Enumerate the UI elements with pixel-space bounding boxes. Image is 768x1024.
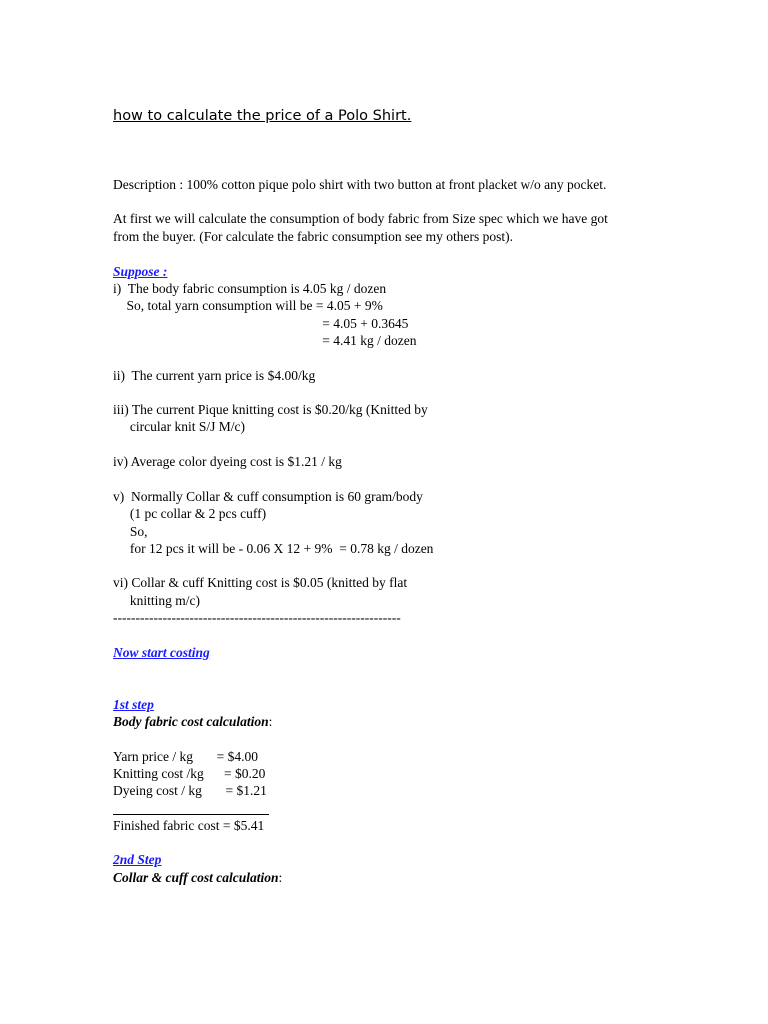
step1-total: Finished fabric cost = $5.41 (113, 818, 265, 833)
description-text: Description : 100% cotton pique polo shirt with two button at front placket w/o any pocket. (113, 177, 607, 192)
step1-subtitle: Body fabric cost calculation (113, 714, 269, 729)
step2-heading: 2nd Step (113, 852, 162, 867)
step2-subtitle-line (113, 869, 282, 886)
suppose-line-i-cont: So, total yarn consumption will be = 4.05 + 9% (113, 298, 383, 313)
suppose-line-ii: ii) The current yarn price is $4.00/kg (113, 368, 316, 383)
step1-line-dyeing: Dyeing cost / kg = $1.21 (113, 783, 267, 798)
suppose-line-i-calc-2: = 4.41 kg / dozen (113, 333, 417, 348)
suppose-line-v-cont: (1 pc collar & 2 pcs cuff) (113, 506, 267, 521)
suppose-line-vi: vi) Collar & cuff Knitting cost is $0.05 (knitted by flat (113, 575, 408, 590)
step2-subtitle: Collar & cuff cost calculation (113, 870, 279, 885)
step1-line-knitting: Knitting cost /kg = $0.20 (113, 766, 266, 781)
suppose-line-v: v) Normally Collar & cuff consumption is 60 gram/body (113, 489, 423, 504)
suppose-line-iv: iv) Average color dyeing cost is $1.21 / kg (113, 454, 342, 469)
step1-subtitle-colon: : (268, 714, 273, 729)
suppose-line-i: i) The body fabric consumption is 4.05 kg / dozen (113, 281, 387, 296)
step1-heading: 1st step (113, 697, 154, 712)
step1-subtitle-line (113, 713, 272, 730)
sum-rule (113, 814, 269, 815)
suppose-line-iii: iii) The current Pique knitting cost is $0.20/kg (Knitted by (113, 402, 428, 417)
dashed-divider: ---------------------------------------------------------------- (113, 610, 401, 625)
suppose-line-v-calc: for 12 pcs it will be - 0.06 X 12 + 9% = 0.78 kg / dozen (113, 541, 434, 556)
suppose-heading: Suppose : (113, 264, 168, 279)
suppose-line-i-calc-1: = 4.05 + 0.3645 (113, 316, 409, 331)
intro-line-1: At first we will calculate the consumption of body fabric from Size spec which we have got (113, 211, 608, 226)
suppose-line-vi-cont: knitting m/c) (113, 593, 200, 608)
step2-subtitle-colon: : (278, 870, 283, 885)
costing-heading: Now start costing (113, 645, 210, 660)
intro-line-2: from the buyer. (For calculate the fabric consumption see my others post). (113, 229, 514, 244)
document-title: how to calculate the price of a Polo Shirt. (113, 108, 412, 124)
step1-line-yarn: Yarn price / kg = $4.00 (113, 749, 258, 764)
suppose-line-iii-cont: circular knit S/J M/c) (113, 419, 245, 434)
suppose-line-v-so: So, (113, 524, 148, 539)
